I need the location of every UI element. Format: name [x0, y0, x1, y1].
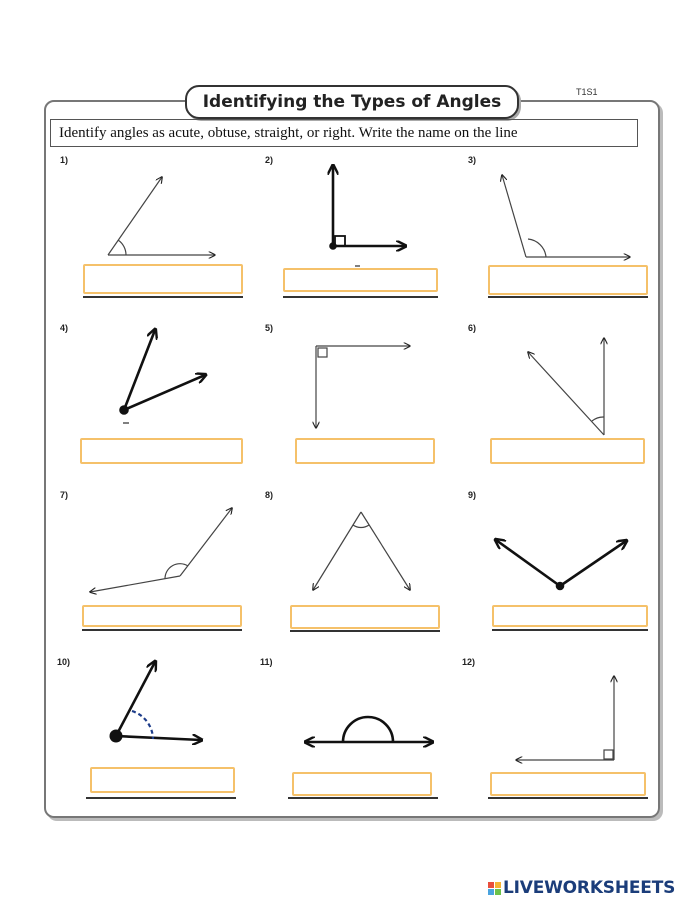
logo-square-3 — [488, 889, 494, 895]
answer-line-2 — [283, 296, 438, 298]
question-number-3: 3) — [468, 155, 477, 165]
angle-figure-2 — [331, 166, 406, 249]
angle-figure-12 — [516, 676, 614, 760]
angle-figure-1 — [108, 177, 215, 255]
question-number-4: 4) — [60, 323, 69, 333]
angle-figure-5 — [316, 346, 410, 428]
answer-field-3[interactable] — [488, 265, 648, 295]
logo-square-2 — [495, 882, 501, 888]
answer-field-5[interactable] — [295, 438, 435, 464]
instructions: Identify angles as acute, obtuse, straight, or right. Write the name on the line — [50, 119, 638, 147]
answer-field-10[interactable] — [90, 767, 235, 793]
question-number-5: 5) — [265, 323, 274, 333]
answer-line-8 — [290, 630, 440, 632]
answer-field-12[interactable] — [490, 772, 646, 796]
angle-figure-9 — [496, 540, 626, 589]
answer-field-2[interactable] — [283, 268, 438, 292]
answer-field-11[interactable] — [292, 772, 432, 796]
angle-figure-11 — [306, 717, 432, 742]
liveworksheets-brand-text: LIVEWORKSHEETS — [503, 878, 676, 898]
question-number-6: 6) — [468, 323, 477, 333]
answer-line-7 — [82, 629, 242, 631]
angle-figure-3 — [502, 175, 630, 257]
worksheet-title: Identifying the Types of Angles — [185, 85, 519, 119]
answer-line-10 — [86, 797, 236, 799]
answer-field-9[interactable] — [492, 605, 648, 627]
angle-figure-10 — [110, 662, 202, 743]
question-number-11: 11) — [260, 657, 273, 667]
answer-field-1[interactable] — [83, 264, 243, 294]
angle-figure-4 — [121, 330, 206, 414]
angle-figure-7 — [90, 508, 232, 592]
answer-field-8[interactable] — [290, 605, 440, 629]
question-number-2: 2) — [265, 155, 274, 165]
question-number-1: 1) — [60, 155, 69, 165]
answer-field-6[interactable] — [490, 438, 645, 464]
answer-line-9 — [492, 629, 648, 631]
angle-figure-8 — [313, 512, 410, 590]
answer-line-12 — [488, 797, 648, 799]
question-number-10: 10) — [57, 657, 71, 667]
liveworksheets-logo-icon — [488, 882, 501, 895]
answer-field-4[interactable] — [80, 438, 243, 464]
worksheet-code: T1S1 — [576, 87, 598, 97]
angle-figure-6 — [528, 338, 604, 435]
question-number-9: 9) — [468, 490, 477, 500]
question-number-8: 8) — [265, 490, 274, 500]
liveworksheets-logo — [488, 878, 675, 898]
answer-line-3 — [488, 296, 648, 298]
question-number-7: 7) — [60, 490, 69, 500]
logo-square-1 — [488, 882, 494, 888]
answer-line-1 — [83, 296, 243, 298]
answer-field-7[interactable] — [82, 605, 242, 627]
question-number-12: 12) — [462, 657, 476, 667]
answer-line-11 — [288, 797, 438, 799]
logo-square-4 — [495, 889, 501, 895]
